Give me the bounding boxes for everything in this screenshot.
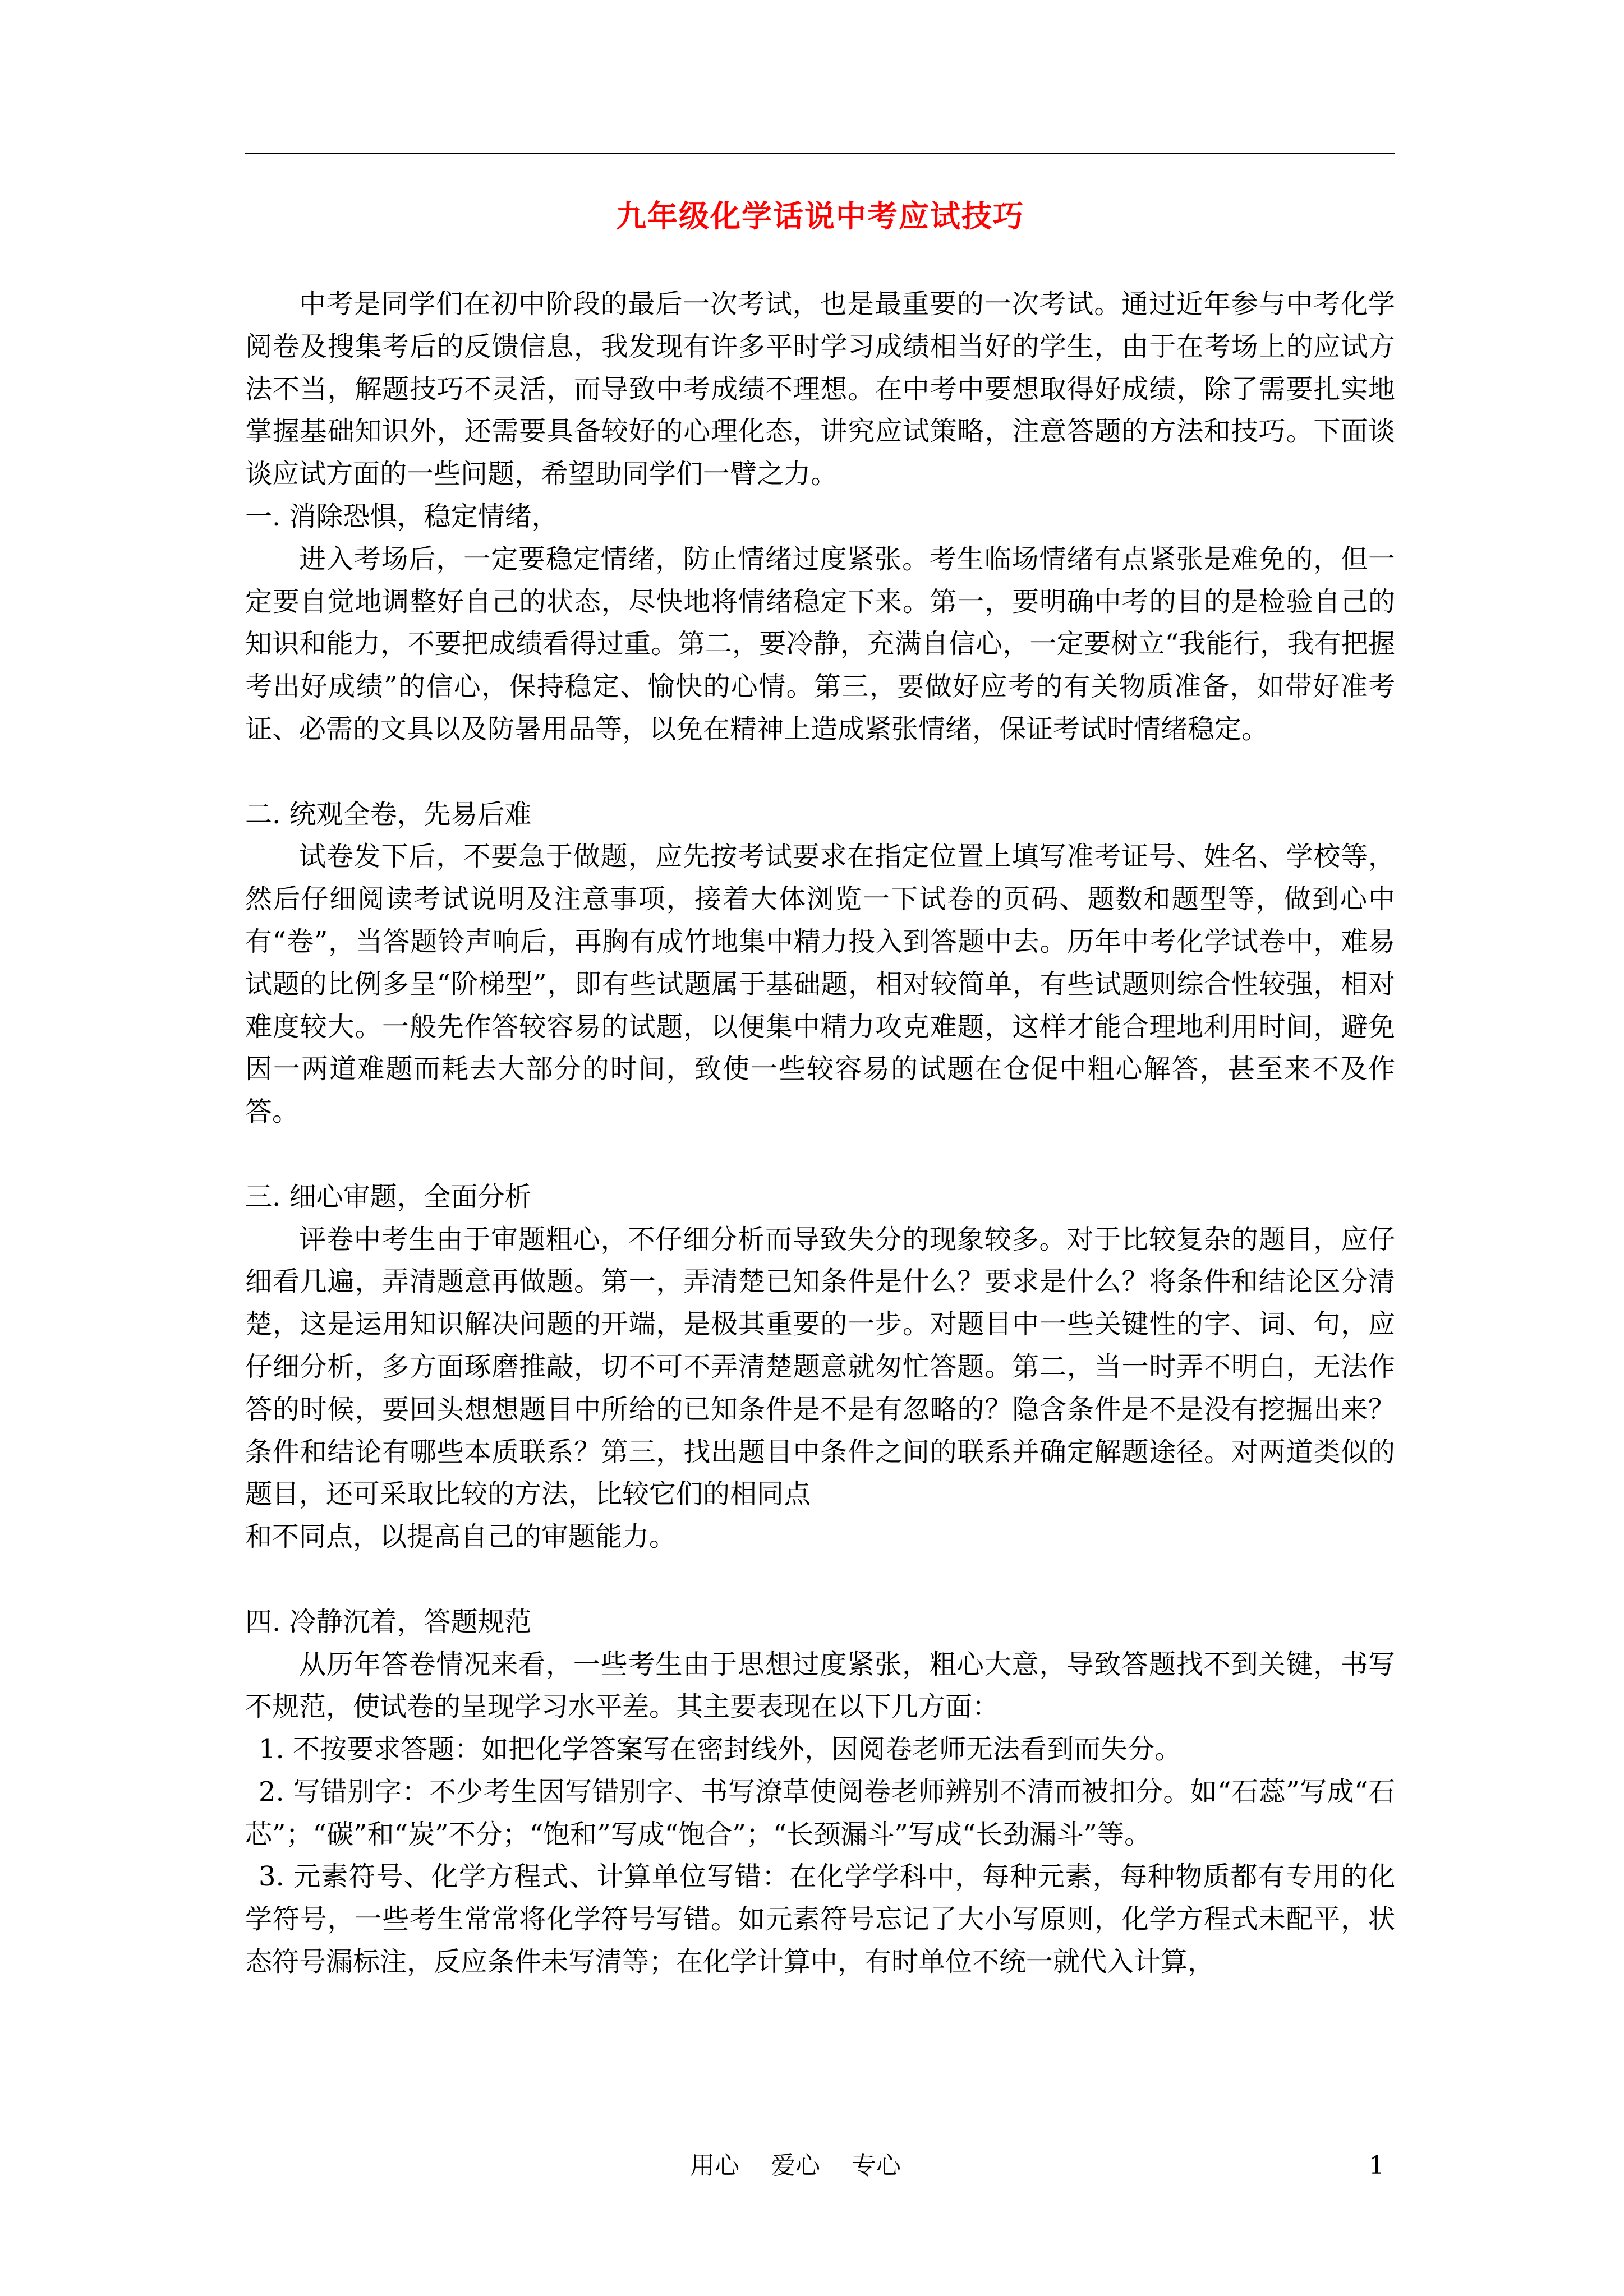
spacer bbox=[245, 751, 1395, 794]
section-heading-4: 四. 冷静沉着，答题规范 bbox=[245, 1606, 532, 1638]
document-title: 九年级化学话说中考应试技巧 bbox=[616, 198, 1024, 234]
section-heading-1: 一. 消除恐惧，稳定情绪， bbox=[245, 500, 559, 532]
section-body-3-tail: 和不同点，以提高自己的审题能力。 bbox=[245, 1521, 677, 1553]
section-body-2: 试卷发下后，不要急于做题，应先按考试要求在指定位置上填写准考证号、姓名、学校等，然后仔细阅读考试说明及注意事项，接着大体浏览一下试卷的页码、题数和题型等，做到心中有“卷”，当答题铃声响后，再胸有成竹地集中精力投入到答题中去。历年中考化学试卷中，难易试题的比例多呈“阶梯型”，即有些试题属于基础题，相对较简单，有些试题则综合性较强，相对难度较大。一般先作答较容易的试题，以便集中精力攻克难题，这样才能合理地利用时间，避免因一两道难题而耗去大部分的时间，致使一些较容易的试题在仓促中粗心解答，甚至来不及作答。 bbox=[245, 841, 1395, 1128]
footer-motto: 用心 爱心 专心 bbox=[690, 2151, 901, 2180]
header-rule bbox=[245, 153, 1395, 154]
document-body bbox=[245, 283, 1395, 1984]
section-heading-3: 三. 细心审题，全面分析 bbox=[245, 1181, 532, 1212]
page-number: 1 bbox=[1369, 2151, 1384, 2180]
list-item: 3. 元素符号、化学方程式、计算单位写错：在化学学科中，每种元素，每种物质都有专用的化学符号，一些考生常常将化学符号写错。如元素符号忘记了大小写原则，化学方程式未配平，状态符号漏标注，反应条件未写清等；在化学计算中，有时单位不统一就代入计算， bbox=[245, 1861, 1395, 1978]
list-item: 2. 写错别字：不少考生因写错别字、书写潦草使阅卷老师辨别不清而被扣分。如“石蕊”写成“石芯”；“碳”和“炭”不分；“饱和”写成“饱合”；“长颈漏斗”写成“长劲漏斗”等。 bbox=[245, 1776, 1395, 1850]
spacer bbox=[245, 1133, 1395, 1176]
intro-paragraph: 中考是同学们在初中阶段的最后一次考试，也是最重要的一次考试。通过近年参与中考化学阅卷及搜集考后的反馈信息，我发现有许多平时学习成绩相当好的学生，由于在考场上的应试方法不当，解题技巧不灵活，而导致中考成绩不理想。在中考中要想取得好成绩，除了需要扎实地掌握基础知识外，还需要具备较好的心理化态，讲究应试策略，注意答题的方法和技巧。下面谈谈应试方面的一些问题，希望助同学们一臂之力。 bbox=[245, 288, 1395, 490]
section-body-4: 从历年答卷情况来看，一些考生由于思想过度紧张，粗心大意，导致答题找不到关键，书写不规范，使试卷的呈现学习水平差。其主要表现在以下几方面： bbox=[245, 1648, 1395, 1723]
list-item: 1. 不按要求答题：如把化学答案写在密封线外，因阅卷老师无法看到而失分。 bbox=[259, 1733, 1182, 1765]
section-body-1: 进入考场后，一定要稳定情绪，防止情绪过度紧张。考生临场情绪有点紧张是难免的，但一定要自觉地调整好自己的状态，尽快地将情绪稳定下来。第一，要明确中考的目的是检验自己的知识和能力，不要把成绩看得过重。第二，要冷静，充满自信心，一定要树立“我能行，我有把握考出好成绩”的信心，保持稳定、愉快的心情。第三，要做好应考的有关物质准备，如带好准考证、必需的文具以及防暑用品等，以免在精神上造成紧张情绪，保证考试时情绪稳定。 bbox=[245, 543, 1395, 745]
section-body-3: 评卷中考生由于审题粗心，不仔细分析而导致失分的现象较多。对于比较复杂的题目，应仔细看几遍，弄清题意再做题。第一，弄清楚已知条件是什么？要求是什么？将条件和结论区分清楚，这是运用知识解决问题的开端，是极其重要的一步。对题目中一些关键性的字、词、句，应仔细分析，多方面琢磨推敲，切不可不弄清楚题意就匆忙答题。第二，当一时弄不明白，无法作答的时候，要回头想想题目中所给的已知条件是不是有忽略的？隐含条件是不是没有挖掘出来？条件和结论有哪些本质联系？第三，找出题目中条件之间的联系并确定解题途径。对两道类似的题目，还可采取比较的方法，比较它们的相同点 bbox=[245, 1223, 1395, 1510]
section-heading-2: 二. 统观全卷，先易后难 bbox=[245, 798, 532, 830]
spacer bbox=[245, 1559, 1395, 1601]
